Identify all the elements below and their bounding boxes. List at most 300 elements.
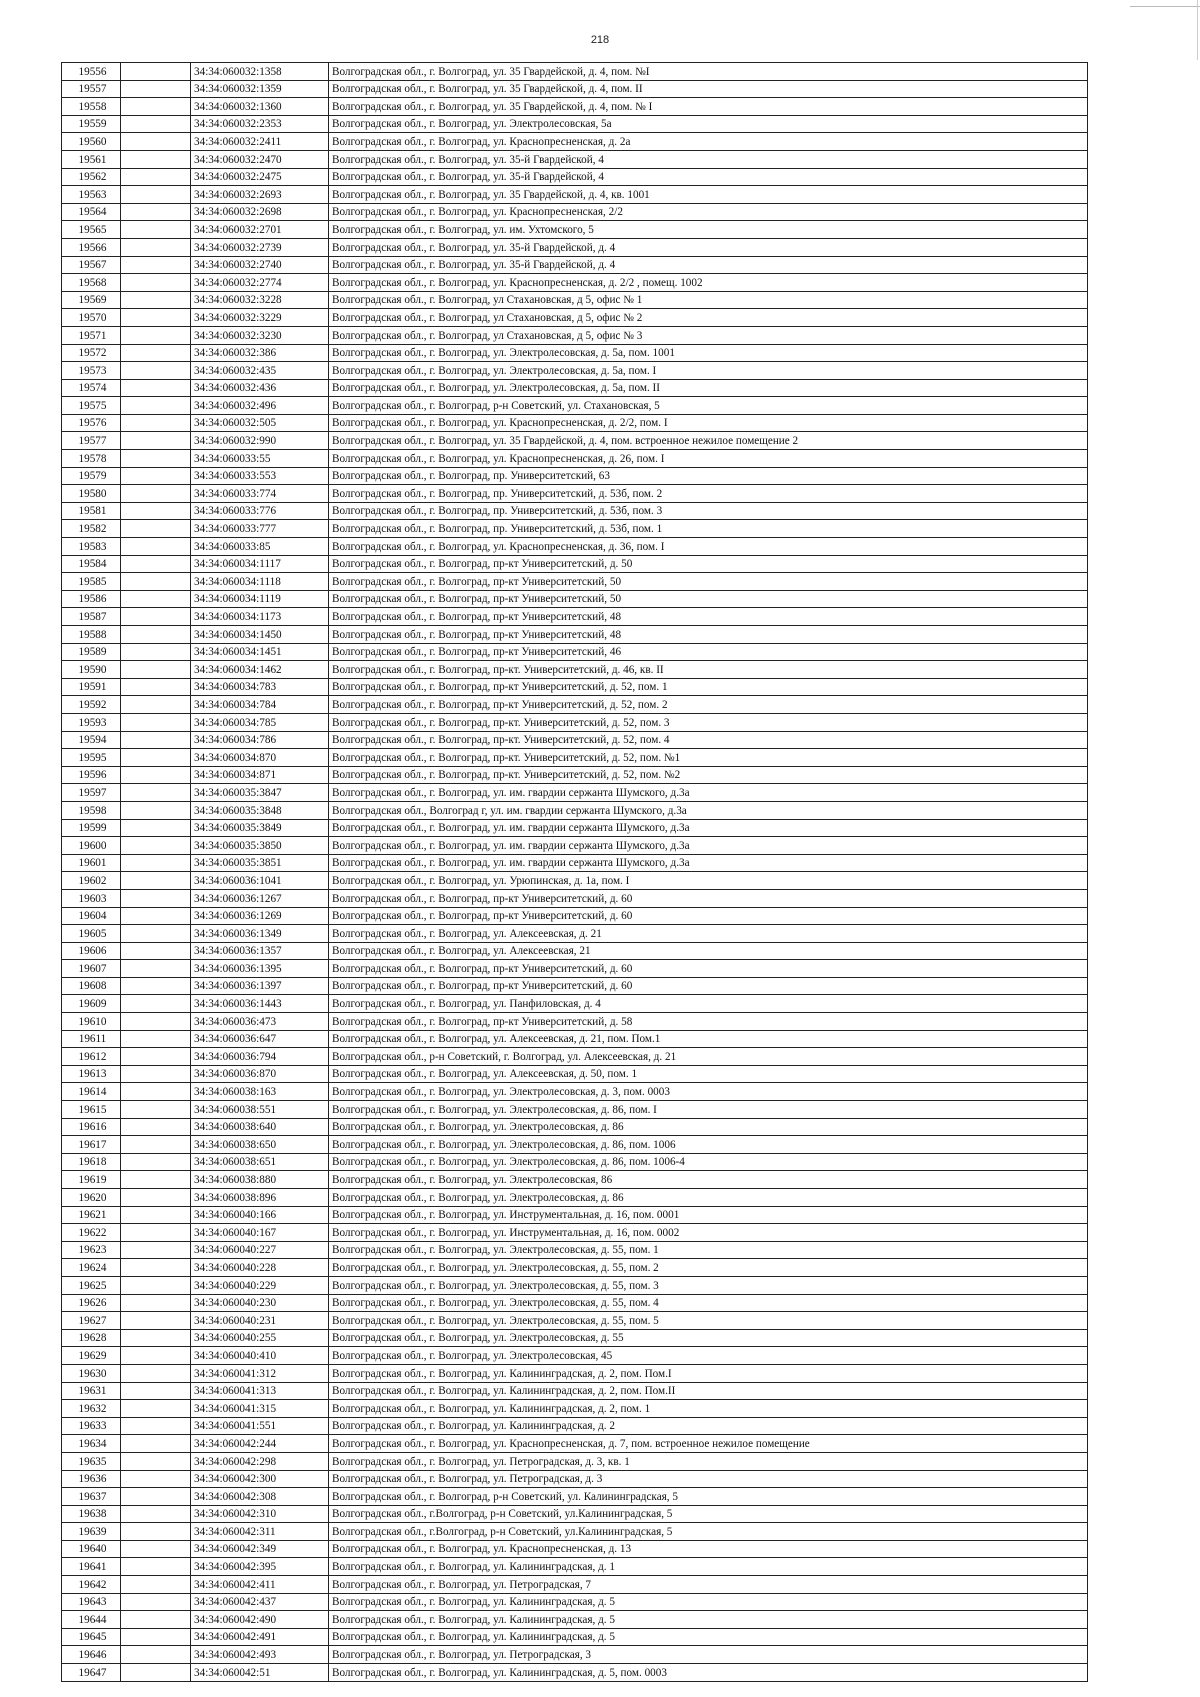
table-row	[62, 362, 1088, 380]
row-number-cell: 19571	[62, 326, 121, 344]
row-number-cell: 19646	[62, 1646, 121, 1664]
address-cell: Волгоградская обл., г. Волгоград, ул. 35 Гвардейской, д. 4, пом. II	[329, 80, 1088, 98]
address-cell: Волгоградская обл., г. Волгоград, пр-кт Университетский, 50	[329, 573, 1088, 591]
row-number-cell: 19645	[62, 1628, 121, 1646]
table-row	[62, 925, 1088, 943]
empty-cell	[121, 362, 191, 380]
empty-cell	[121, 1171, 191, 1189]
empty-cell	[121, 1435, 191, 1453]
table-row	[62, 749, 1088, 767]
table-row	[62, 98, 1088, 116]
row-number-cell: 19632	[62, 1400, 121, 1418]
row-number-cell: 19572	[62, 344, 121, 362]
address-cell: Волгоградская обл., г. Волгоград, ул. Инструментальная, д. 16, пом. 0002	[329, 1224, 1088, 1242]
empty-cell	[121, 872, 191, 890]
table-row	[62, 942, 1088, 960]
table-row	[62, 713, 1088, 731]
address-cell: Волгоградская обл., г. Волгоград, ул. им. гвардии сержанта Шумского, д.3а	[329, 784, 1088, 802]
empty-cell	[121, 608, 191, 626]
table-row	[62, 837, 1088, 855]
address-cell: Волгоградская обл., г. Волгоград, пр-кт. Университетский, д. 52, пом. №2	[329, 766, 1088, 784]
table-row	[62, 1523, 1088, 1541]
empty-cell	[121, 766, 191, 784]
cadastral-number-cell: 34:34:060042:298	[191, 1452, 329, 1470]
empty-cell	[121, 819, 191, 837]
table-row	[62, 1153, 1088, 1171]
table-row	[62, 1540, 1088, 1558]
table-row	[62, 1048, 1088, 1066]
address-cell: Волгоградская обл., г. Волгоград, ул. Электролесовская, 86	[329, 1171, 1088, 1189]
cadastral-number-cell: 34:34:060040:231	[191, 1312, 329, 1330]
row-number-cell: 19580	[62, 485, 121, 503]
empty-cell	[121, 485, 191, 503]
row-number-cell: 19566	[62, 238, 121, 256]
cadastral-number-cell: 34:34:060042:395	[191, 1558, 329, 1576]
table-row	[62, 573, 1088, 591]
address-cell: Волгоградская обл., г. Волгоград, ул. Петроградская, 7	[329, 1576, 1088, 1594]
empty-cell	[121, 942, 191, 960]
table-row	[62, 1576, 1088, 1594]
empty-cell	[121, 133, 191, 151]
address-cell: Волгоградская обл., г. Волгоград, ул. Краснопресненская, 2/2	[329, 203, 1088, 221]
empty-cell	[121, 1206, 191, 1224]
empty-cell	[121, 1083, 191, 1101]
empty-cell	[121, 555, 191, 573]
row-number-cell: 19582	[62, 520, 121, 538]
address-cell: Волгоградская обл., г. Волгоград, ул. Электролесовская, д. 3, пом. 0003	[329, 1083, 1088, 1101]
address-cell: Волгоградская обл., г. Волгоград, ул. Электролесовская, д. 55, пом. 4	[329, 1294, 1088, 1312]
table-row	[62, 538, 1088, 556]
empty-cell	[121, 1241, 191, 1259]
table-row	[62, 696, 1088, 714]
row-number-cell: 19619	[62, 1171, 121, 1189]
address-cell: Волгоградская обл., г. Волгоград, ул. Краснопресненская, д. 36, пом. I	[329, 538, 1088, 556]
row-number-cell: 19613	[62, 1065, 121, 1083]
cadastral-number-cell: 34:34:060034:783	[191, 678, 329, 696]
table-row	[62, 168, 1088, 186]
table-row	[62, 784, 1088, 802]
row-number-cell: 19579	[62, 467, 121, 485]
table-row	[62, 678, 1088, 696]
row-number-cell: 19578	[62, 450, 121, 468]
address-cell: Волгоградская обл., г. Волгоград, ул. 35 Гвардейской, д. 4, пом. №I	[329, 63, 1088, 81]
empty-cell	[121, 1276, 191, 1294]
table-row	[62, 1505, 1088, 1523]
cadastral-number-cell: 34:34:060032:435	[191, 362, 329, 380]
table-row	[62, 502, 1088, 520]
address-cell: Волгоградская обл., г. Волгоград, ул. Электролесовская, д. 55, пом. 1	[329, 1241, 1088, 1259]
empty-cell	[121, 960, 191, 978]
cadastral-number-cell: 34:34:060042:437	[191, 1593, 329, 1611]
address-cell: Волгоградская обл., г. Волгоград, пр-кт. Университетский, д. 52, пом. №1	[329, 749, 1088, 767]
cadastral-number-cell: 34:34:060035:3848	[191, 801, 329, 819]
cadastral-number-cell: 34:34:060040:255	[191, 1329, 329, 1347]
row-number-cell: 19628	[62, 1329, 121, 1347]
address-cell: Волгоградская обл., г. Волгоград, ул. Краснопресненская, д. 2/2, пом. I	[329, 414, 1088, 432]
row-number-cell: 19573	[62, 362, 121, 380]
empty-cell	[121, 1470, 191, 1488]
cadastral-number-cell: 34:34:060032:1360	[191, 98, 329, 116]
table-row	[62, 872, 1088, 890]
cadastral-number-cell: 34:34:060040:167	[191, 1224, 329, 1242]
cadastral-number-cell: 34:34:060034:784	[191, 696, 329, 714]
empty-cell	[121, 925, 191, 943]
cadastral-number-cell: 34:34:060033:776	[191, 502, 329, 520]
empty-cell	[121, 432, 191, 450]
address-cell: Волгоградская обл., г. Волгоград, пр-кт Университетский, д. 52, пом. 1	[329, 678, 1088, 696]
row-number-cell: 19592	[62, 696, 121, 714]
empty-cell	[121, 1558, 191, 1576]
address-cell: Волгоградская обл., г. Волгоград, ул. Калининградская, д. 2, пом. 1	[329, 1400, 1088, 1418]
row-number-cell: 19599	[62, 819, 121, 837]
table-row	[62, 256, 1088, 274]
row-number-cell: 19581	[62, 502, 121, 520]
row-number-cell: 19611	[62, 1030, 121, 1048]
address-cell: Волгоградская обл., г. Волгоград, ул. Электролесовская, 5а	[329, 115, 1088, 133]
cadastral-number-cell: 34:34:060033:774	[191, 485, 329, 503]
empty-cell	[121, 1382, 191, 1400]
empty-cell	[121, 1664, 191, 1682]
address-cell: Волгоградская обл., г. Волгоград, р-н Советский, ул. Стахановская, 5	[329, 397, 1088, 415]
cadastral-number-cell: 34:34:060041:315	[191, 1400, 329, 1418]
row-number-cell: 19600	[62, 837, 121, 855]
address-cell: Волгоградская обл., г. Волгоград, пр-кт. Университетский, д. 46, кв. II	[329, 661, 1088, 679]
row-number-cell: 19596	[62, 766, 121, 784]
table-row	[62, 1593, 1088, 1611]
row-number-cell: 19594	[62, 731, 121, 749]
row-number-cell: 19577	[62, 432, 121, 450]
cadastral-number-cell: 34:34:060036:1349	[191, 925, 329, 943]
table-row	[62, 1435, 1088, 1453]
table-row	[62, 1118, 1088, 1136]
row-number-cell: 19626	[62, 1294, 121, 1312]
address-cell: Волгоградская обл., г. Волгоград, ул. им. Ухтомского, 5	[329, 221, 1088, 239]
address-cell: Волгоградская обл., г. Волгоград, ул. Петроградская, д. 3	[329, 1470, 1088, 1488]
row-number-cell: 19586	[62, 590, 121, 608]
row-number-cell: 19595	[62, 749, 121, 767]
address-cell: Волгоградская обл., г. Волгоград, ул. Калининградская, д. 5	[329, 1628, 1088, 1646]
table-row	[62, 203, 1088, 221]
table-row	[62, 731, 1088, 749]
cadastral-number-cell: 34:34:060042:411	[191, 1576, 329, 1594]
table-row	[62, 1329, 1088, 1347]
top-edge-rule	[1130, 6, 1200, 7]
cadastral-number-cell: 34:34:060032:386	[191, 344, 329, 362]
table-row	[62, 1101, 1088, 1119]
row-number-cell: 19641	[62, 1558, 121, 1576]
row-number-cell: 19633	[62, 1417, 121, 1435]
row-number-cell: 19615	[62, 1101, 121, 1119]
address-cell: Волгоградская обл., г. Волгоград, пр. Университетский, д. 53б, пом. 2	[329, 485, 1088, 503]
cadastral-number-cell: 34:34:060038:651	[191, 1153, 329, 1171]
empty-cell	[121, 1523, 191, 1541]
empty-cell	[121, 573, 191, 591]
row-number-cell: 19601	[62, 854, 121, 872]
empty-cell	[121, 414, 191, 432]
empty-cell	[121, 1505, 191, 1523]
row-number-cell: 19616	[62, 1118, 121, 1136]
address-cell: Волгоградская обл., г. Волгоград, пр-кт Университетский, д. 52, пом. 2	[329, 696, 1088, 714]
row-number-cell: 19623	[62, 1241, 121, 1259]
cadastral-number-cell: 34:34:060042:51	[191, 1664, 329, 1682]
cadastral-number-cell: 34:34:060033:777	[191, 520, 329, 538]
address-cell: Волгоградская обл., г. Волгоград, ул. Электролесовская, д. 86, пом. 1006-4	[329, 1153, 1088, 1171]
empty-cell	[121, 467, 191, 485]
empty-cell	[121, 63, 191, 81]
table-row	[62, 801, 1088, 819]
cadastral-number-cell: 34:34:060032:2475	[191, 168, 329, 186]
cadastral-number-cell: 34:34:060032:3228	[191, 291, 329, 309]
address-cell: Волгоградская обл., г. Волгоград, ул. 35 Гвардейской, д. 4, пом. № I	[329, 98, 1088, 116]
address-cell: Волгоградская обл., г. Волгоград, ул. 35-й Гвардейской, 4	[329, 150, 1088, 168]
address-cell: Волгоградская обл., г. Волгоград, пр. Университетский, д. 53б, пом. 1	[329, 520, 1088, 538]
empty-cell	[121, 1347, 191, 1365]
table-row	[62, 326, 1088, 344]
table-row	[62, 1558, 1088, 1576]
table-row	[62, 1611, 1088, 1629]
table-row	[62, 960, 1088, 978]
table-row	[62, 819, 1088, 837]
empty-cell	[121, 1312, 191, 1330]
cadastral-number-cell: 34:34:060032:2701	[191, 221, 329, 239]
cadastral-number-cell: 34:34:060036:1267	[191, 889, 329, 907]
address-cell: Волгоградская обл., г. Волгоград, ул. Калининградская, д. 2, пом. Пом.I	[329, 1364, 1088, 1382]
table-row	[62, 1312, 1088, 1330]
row-number-cell: 19624	[62, 1259, 121, 1277]
cadastral-number-cell: 34:34:060032:2411	[191, 133, 329, 151]
table-row	[62, 450, 1088, 468]
table-row	[62, 995, 1088, 1013]
table-row	[62, 608, 1088, 626]
row-number-cell: 19610	[62, 1013, 121, 1031]
row-number-cell: 19561	[62, 150, 121, 168]
empty-cell	[121, 1030, 191, 1048]
empty-cell	[121, 1452, 191, 1470]
address-cell: Волгоградская обл., г. Волгоград, ул. Краснопресненская, д. 26, пом. I	[329, 450, 1088, 468]
address-cell: Волгоградская обл., г. Волгоград, пр-кт Университетский, д. 60	[329, 907, 1088, 925]
cadastral-number-cell: 34:34:060042:490	[191, 1611, 329, 1629]
address-cell: Волгоградская обл., г. Волгоград, ул. им. гвардии сержанта Шумского, д.3а	[329, 837, 1088, 855]
row-number-cell: 19620	[62, 1189, 121, 1207]
table-row	[62, 1400, 1088, 1418]
table-row	[62, 1030, 1088, 1048]
empty-cell	[121, 80, 191, 98]
cadastral-number-cell: 34:34:060033:85	[191, 538, 329, 556]
empty-cell	[121, 1294, 191, 1312]
cadastral-number-cell: 34:34:060034:1117	[191, 555, 329, 573]
cadastral-number-cell: 34:34:060034:1451	[191, 643, 329, 661]
address-cell: Волгоградская обл., г. Волгоград, ул. 35-й Гвардейской, д. 4	[329, 238, 1088, 256]
row-number-cell: 19562	[62, 168, 121, 186]
cadastral-number-cell: 34:34:060034:785	[191, 713, 329, 731]
cadastral-number-cell: 34:34:060040:166	[191, 1206, 329, 1224]
address-cell: Волгоградская обл., г. Волгоград, ул Стахановская, д 5, офис № 1	[329, 291, 1088, 309]
row-number-cell: 19568	[62, 274, 121, 292]
cadastral-number-cell: 34:34:060036:1397	[191, 977, 329, 995]
cadastral-number-cell: 34:34:060038:163	[191, 1083, 329, 1101]
row-number-cell: 19640	[62, 1540, 121, 1558]
row-number-cell: 19621	[62, 1206, 121, 1224]
table-row	[62, 1664, 1088, 1682]
table-row	[62, 1276, 1088, 1294]
empty-cell	[121, 907, 191, 925]
address-cell: Волгоградская обл., Волгоград г, ул. им. гвардии сержанта Шумского, д.3а	[329, 801, 1088, 819]
cadastral-number-cell: 34:34:060032:505	[191, 414, 329, 432]
row-number-cell: 19618	[62, 1153, 121, 1171]
address-cell: Волгоградская обл., г. Волгоград, ул. Калининградская, д. 2	[329, 1417, 1088, 1435]
empty-cell	[121, 344, 191, 362]
table-row	[62, 1382, 1088, 1400]
empty-cell	[121, 502, 191, 520]
cadastral-number-cell: 34:34:060034:1173	[191, 608, 329, 626]
cadastral-number-cell: 34:34:060038:880	[191, 1171, 329, 1189]
empty-cell	[121, 168, 191, 186]
row-number-cell: 19584	[62, 555, 121, 573]
empty-cell	[121, 1259, 191, 1277]
row-number-cell: 19593	[62, 713, 121, 731]
address-cell: Волгоградская обл., г. Волгоград, ул. Алексеевская, д. 50, пом. 1	[329, 1065, 1088, 1083]
table-row	[62, 1189, 1088, 1207]
row-number-cell: 19565	[62, 221, 121, 239]
cadastral-number-cell: 34:34:060041:312	[191, 1364, 329, 1382]
table-row	[62, 1083, 1088, 1101]
empty-cell	[121, 1364, 191, 1382]
empty-cell	[121, 995, 191, 1013]
cadastral-number-cell: 34:34:060033:553	[191, 467, 329, 485]
empty-cell	[121, 1136, 191, 1154]
cadastral-number-cell: 34:34:060038:650	[191, 1136, 329, 1154]
empty-cell	[121, 291, 191, 309]
table-row	[62, 555, 1088, 573]
row-number-cell: 19602	[62, 872, 121, 890]
cadastral-number-cell: 34:34:060035:3847	[191, 784, 329, 802]
table-row	[62, 661, 1088, 679]
cadastral-number-cell: 34:34:060034:870	[191, 749, 329, 767]
address-cell: Волгоградская обл., г. Волгоград, ул Стахановская, д 5, офис № 3	[329, 326, 1088, 344]
empty-cell	[121, 837, 191, 855]
row-number-cell: 19570	[62, 309, 121, 327]
empty-cell	[121, 326, 191, 344]
empty-cell	[121, 749, 191, 767]
cadastral-number-cell: 34:34:060032:2470	[191, 150, 329, 168]
empty-cell	[121, 784, 191, 802]
cadastral-number-cell: 34:34:060040:230	[191, 1294, 329, 1312]
cadastral-number-cell: 34:34:060032:2698	[191, 203, 329, 221]
empty-cell	[121, 1611, 191, 1629]
row-number-cell: 19576	[62, 414, 121, 432]
empty-cell	[121, 854, 191, 872]
address-cell: Волгоградская обл., г. Волгоград, р-н Советский, ул. Калининградская, 5	[329, 1488, 1088, 1506]
table-row	[62, 1417, 1088, 1435]
empty-cell	[121, 238, 191, 256]
address-cell: Волгоградская обл., г. Волгоград, ул. Калининградская, д. 5	[329, 1593, 1088, 1611]
row-number-cell: 19639	[62, 1523, 121, 1541]
address-cell: Волгоградская обл., г. Волгоград, ул. Электролесовская, д. 86, пом. 1006	[329, 1136, 1088, 1154]
cadastral-number-cell: 34:34:060042:244	[191, 1435, 329, 1453]
cadastral-number-cell: 34:34:060032:3230	[191, 326, 329, 344]
table-row	[62, 274, 1088, 292]
table-row	[62, 414, 1088, 432]
page-number: 218	[590, 34, 610, 46]
address-cell: Волгоградская обл., г.Волгоград, р-н Советский, ул.Калининградская, 5	[329, 1505, 1088, 1523]
cadastral-number-cell: 34:34:060032:2774	[191, 274, 329, 292]
table-row	[62, 520, 1088, 538]
table-row	[62, 80, 1088, 98]
table-row	[62, 63, 1088, 81]
address-cell: Волгоградская обл., г. Волгоград, пр. Университетский, 63	[329, 467, 1088, 485]
cadastral-number-cell: 34:34:060034:1119	[191, 590, 329, 608]
table-row	[62, 1136, 1088, 1154]
address-cell: Волгоградская обл., г. Волгоград, ул. Калининградская, д. 1	[329, 1558, 1088, 1576]
cadastral-number-cell: 34:34:060032:2353	[191, 115, 329, 133]
table-row	[62, 432, 1088, 450]
address-cell: Волгоградская обл., г. Волгоград, пр-кт Университетский, д. 60	[329, 977, 1088, 995]
table-row	[62, 150, 1088, 168]
address-cell: Волгоградская обл., г.Волгоград, р-н Советский, ул.Калининградская, 5	[329, 1523, 1088, 1541]
address-cell: Волгоградская обл., г. Волгоград, пр-кт Университетский, 48	[329, 608, 1088, 626]
address-cell: Волгоградская обл., г. Волгоград, ул. Электролесовская, д. 86	[329, 1189, 1088, 1207]
empty-cell	[121, 1400, 191, 1418]
address-cell: Волгоградская обл., г. Волгоград, ул. Электролесовская, д. 5а, пом. I	[329, 362, 1088, 380]
table-row	[62, 309, 1088, 327]
row-number-cell: 19575	[62, 397, 121, 415]
address-cell: Волгоградская обл., р-н Советский, г. Волгоград, ул. Алексеевская, д. 21	[329, 1048, 1088, 1066]
address-cell: Волгоградская обл., г. Волгоград, ул. 35 Гвардейской, д. 4, пом. встроенное нежилое помещение 2	[329, 432, 1088, 450]
address-cell: Волгоградская обл., г. Волгоград, ул. им. гвардии сержанта Шумского, д.3а	[329, 854, 1088, 872]
row-number-cell: 19606	[62, 942, 121, 960]
empty-cell	[121, 1013, 191, 1031]
cadastral-number-cell: 34:34:060036:647	[191, 1030, 329, 1048]
table-row	[62, 889, 1088, 907]
address-cell: Волгоградская обл., г. Волгоград, пр-кт Университетский, д. 60	[329, 960, 1088, 978]
empty-cell	[121, 309, 191, 327]
cadastral-number-cell: 34:34:060032:3229	[191, 309, 329, 327]
address-cell: Волгоградская обл., г. Волгоград, ул. Калининградская, д. 5	[329, 1611, 1088, 1629]
cadastral-number-cell: 34:34:060034:1450	[191, 626, 329, 644]
table-row	[62, 133, 1088, 151]
table-row	[62, 186, 1088, 204]
empty-cell	[121, 1153, 191, 1171]
row-number-cell: 19574	[62, 379, 121, 397]
cadastral-number-cell: 34:34:060042:308	[191, 1488, 329, 1506]
row-number-cell: 19643	[62, 1593, 121, 1611]
address-cell: Волгоградская обл., г. Волгоград, ул. Краснопресненская, д. 2/2 , помещ. 1002	[329, 274, 1088, 292]
table-row	[62, 1488, 1088, 1506]
cadastral-number-cell: 34:34:060032:1359	[191, 80, 329, 98]
table-row	[62, 590, 1088, 608]
cadastral-number-cell: 34:34:060040:227	[191, 1241, 329, 1259]
table-row	[62, 379, 1088, 397]
empty-cell	[121, 397, 191, 415]
empty-cell	[121, 1118, 191, 1136]
row-number-cell: 19597	[62, 784, 121, 802]
cadastral-number-cell: 34:34:060042:311	[191, 1523, 329, 1541]
table-row	[62, 1224, 1088, 1242]
address-cell: Волгоградская обл., г. Волгоград, ул. 35-й Гвардейской, д. 4	[329, 256, 1088, 274]
cadastral-number-cell: 34:34:060038:640	[191, 1118, 329, 1136]
table-row	[62, 766, 1088, 784]
row-number-cell: 19631	[62, 1382, 121, 1400]
row-number-cell: 19558	[62, 98, 121, 116]
address-cell: Волгоградская обл., г. Волгоград, ул. 35 Гвардейской, д. 4, кв. 1001	[329, 186, 1088, 204]
empty-cell	[121, 678, 191, 696]
cadastral-number-cell: 34:34:060040:410	[191, 1347, 329, 1365]
row-number-cell: 19630	[62, 1364, 121, 1382]
table-row	[62, 1259, 1088, 1277]
cadastral-number-cell: 34:34:060042:491	[191, 1628, 329, 1646]
cadastral-number-cell: 34:34:060032:2739	[191, 238, 329, 256]
cadastral-number-cell: 34:34:060034:786	[191, 731, 329, 749]
